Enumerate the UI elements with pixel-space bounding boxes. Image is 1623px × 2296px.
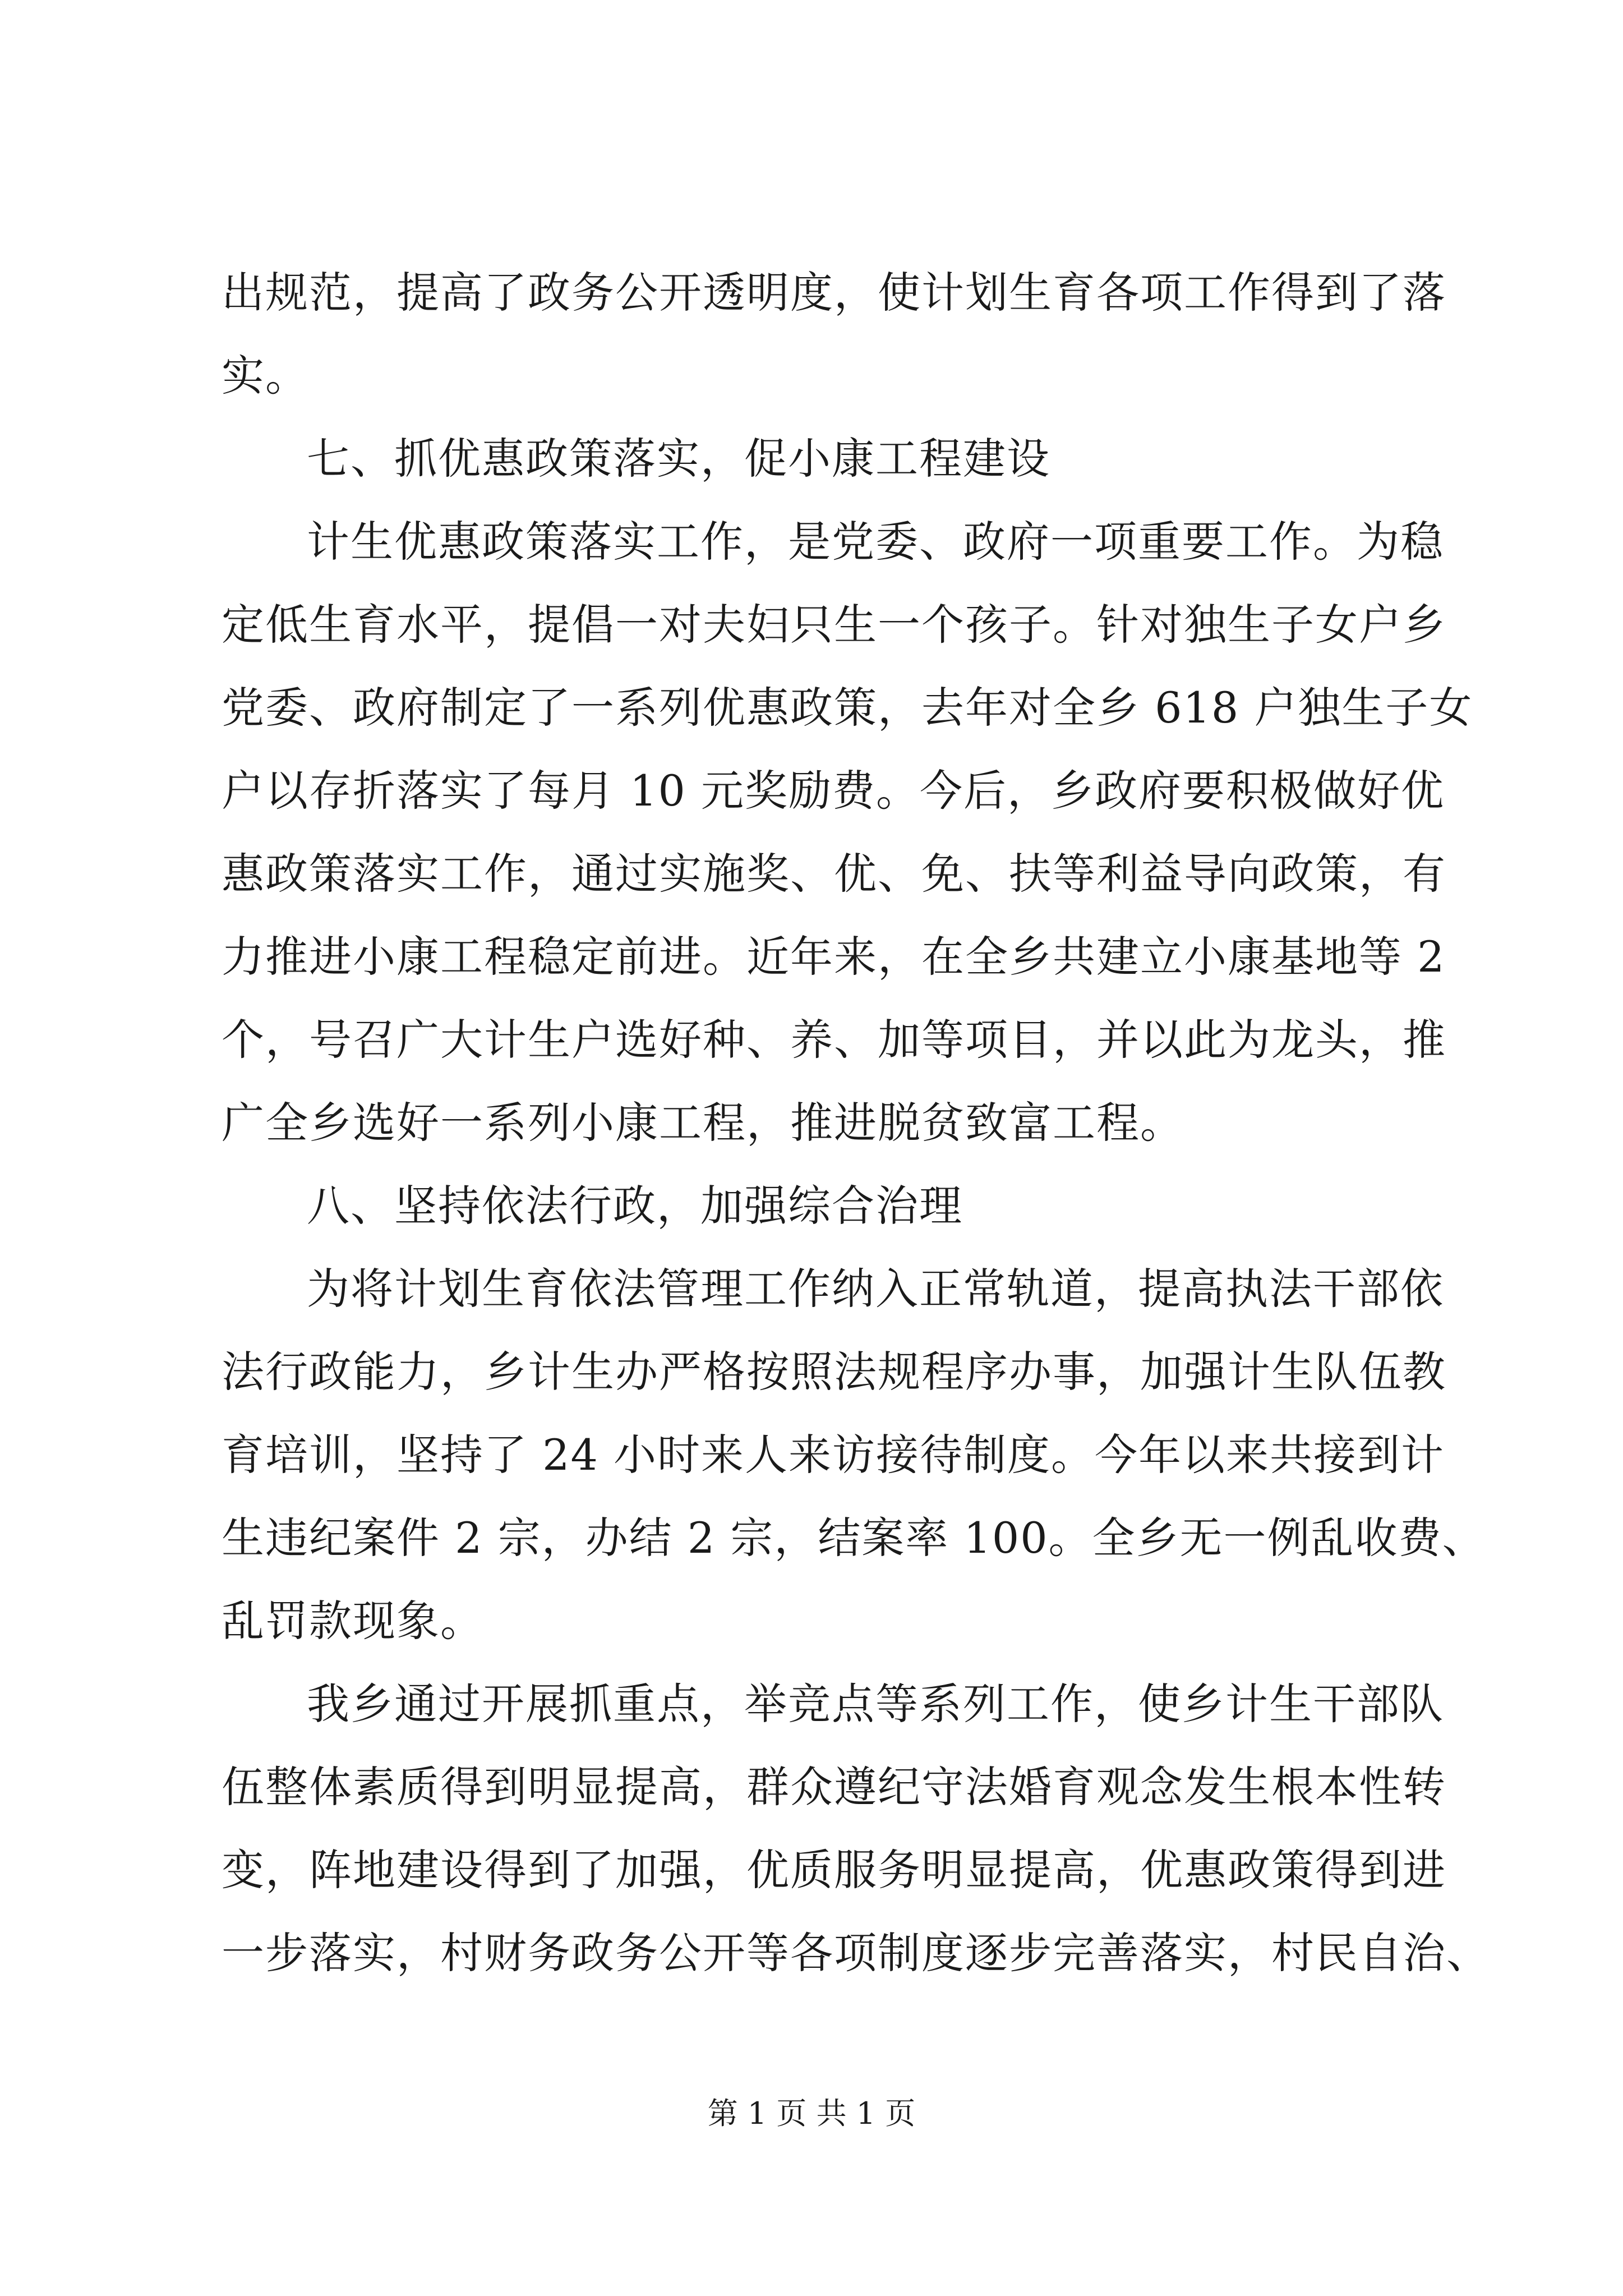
text-line: 户以存折落实了每月 10 元奖励费。今后，乡政府要积极做好优 (222, 766, 1445, 816)
text-line: 实。 (222, 351, 309, 401)
section-heading: 七、抓优惠政策落实，促小康工程建设 (307, 434, 1050, 484)
text-line: 出规范，提高了政务公开透明度，使计划生育各项工作得到了落 (222, 268, 1446, 318)
text-line: 生违纪案件 2 宗，办结 2 宗，结案率 100。全乡无一例乱收费、 (222, 1513, 1486, 1563)
text-line: 为将计划生育依法管理工作纳入正常轨道，提高执法干部依 (307, 1264, 1444, 1314)
text-line: 伍整体素质得到明显提高，群众遵纪守法婚育观念发生根本性转 (222, 1762, 1446, 1812)
text-line: 我乡通过开展抓重点，举竞点等系列工作，使乡计生干部队 (307, 1679, 1444, 1729)
text-line: 法行政能力，乡计生办严格按照法规程序办事，加强计生队伍教 (222, 1347, 1446, 1397)
text-line: 定低生育水平，提倡一对夫妇只生一个孩子。针对独生子女户乡 (222, 600, 1446, 650)
text-line: 变，阵地建设得到了加强，优质服务明显提高，优惠政策得到进 (222, 1845, 1446, 1895)
document-body (222, 251, 1490, 1995)
section-heading: 八、坚持依法行政，加强综合治理 (307, 1181, 963, 1231)
text-line: 乱罚款现象。 (222, 1596, 484, 1646)
text-line: 党委、政府制定了一系列优惠政策，去年对全乡 618 户独生子女 (222, 683, 1473, 733)
page-number-footer: 第 1 页 共 1 页 (707, 2096, 916, 2131)
text-line: 个，号召广大计生户选好种、养、加等项目，并以此为龙头，推 (222, 1015, 1446, 1065)
text-line: 计生优惠政策落实工作，是党委、政府一项重要工作。为稳 (307, 517, 1444, 567)
text-line: 一步落实，村财务政务公开等各项制度逐步完善落实，村民自治、 (222, 1928, 1490, 1978)
text-line: 力推进小康工程稳定前进。近年来，在全乡共建立小康基地等 2 (222, 932, 1446, 982)
text-line: 惠政策落实工作，通过实施奖、优、免、扶等利益导向政策，有 (222, 849, 1446, 899)
text-line: 广全乡选好一系列小康工程，推进脱贫致富工程。 (222, 1098, 1184, 1148)
text-line: 育培训，坚持了 24 小时来人来访接待制度。今年以来共接到计 (222, 1430, 1445, 1480)
